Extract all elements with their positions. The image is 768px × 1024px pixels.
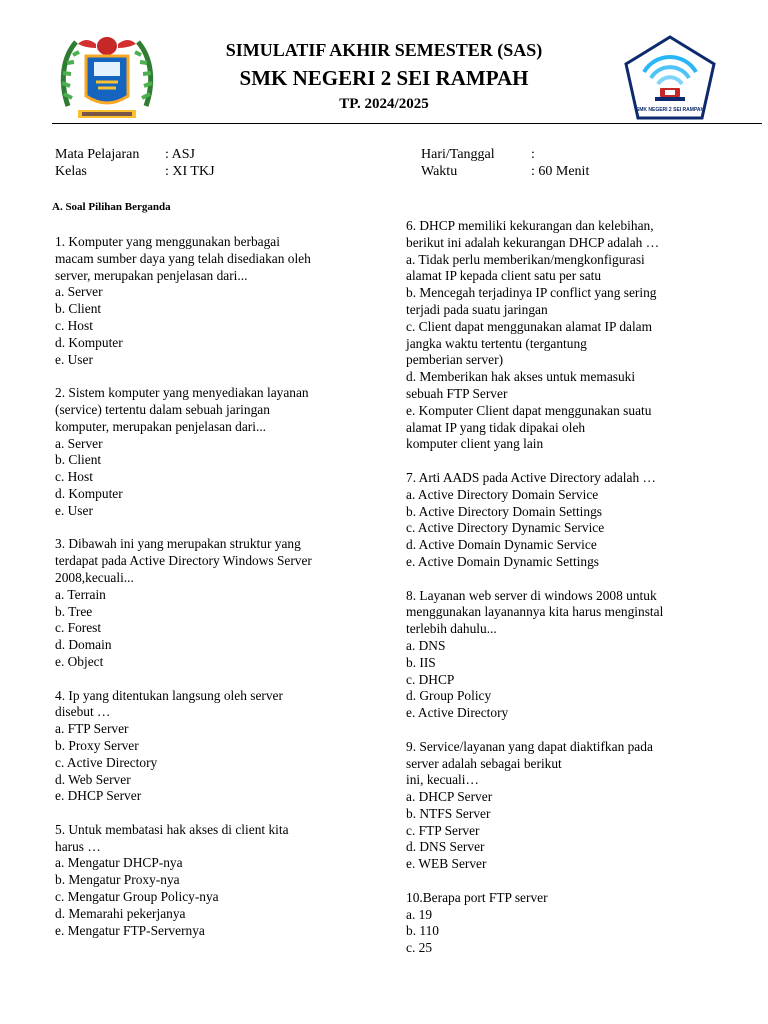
answer-option: a. Terrain: [55, 586, 106, 602]
question-text: server adalah sebagai berikut: [406, 755, 562, 771]
question-text: 9. Service/layanan yang dapat diaktifkan pada: [406, 738, 653, 754]
answer-option: c. 25: [406, 940, 433, 956]
question-block: [55, 688, 365, 806]
question-text: menggunakan layanannya kita harus menginstal: [406, 604, 664, 620]
question-text: 2. Sistem komputer yang menyediakan layanan: [55, 385, 309, 401]
question-text: disebut …: [55, 704, 111, 720]
answer-option: alamat IP kepada client satu per satu: [406, 268, 602, 284]
answer-option: b. Client: [55, 301, 102, 317]
question-text: 4. Ip yang ditentukan langsung oleh server: [55, 687, 283, 703]
question-text: komputer, merupakan penjelasan dari...: [55, 418, 267, 434]
answer-option: c. Mengatur Group Policy-nya: [55, 889, 219, 905]
answer-option: d. DNS Server: [406, 839, 485, 855]
question-block: [406, 739, 716, 873]
question-block: [406, 470, 716, 571]
answer-option: e. Active Domain Dynamic Settings: [406, 553, 600, 569]
question-text: harus …: [55, 838, 101, 854]
academic-year: TP. 2024/2025: [339, 96, 429, 112]
questions-left-column: [55, 234, 365, 956]
answer-option: a. DNS: [406, 637, 446, 653]
question-block: [55, 822, 365, 940]
answer-option: c. Client dapat menggunakan alamat IP dalam: [406, 318, 653, 334]
answer-option: d. Memarahi pekerjanya: [55, 905, 186, 921]
question-text: berikut ini adalah kekurangan DHCP adalah …: [406, 234, 660, 250]
class-label: Kelas: [55, 164, 87, 179]
question-text: terlebih dahulu...: [406, 621, 497, 637]
subject-value: : ASJ: [165, 147, 195, 162]
answer-option: a. Tidak perlu memberikan/mengkonfigurasi: [406, 251, 645, 267]
answer-option: a. Server: [55, 284, 103, 300]
section-title: A. Soal Pilihan Berganda: [52, 201, 171, 213]
answer-option: e. User: [55, 351, 93, 367]
date-value: :: [531, 147, 535, 162]
school-name: SMK NEGERI 2 SEI RAMPAH: [239, 66, 529, 90]
answer-option: pemberian server): [406, 352, 504, 368]
question-text: 7. Arti AADS pada Active Directory adalah …: [406, 469, 656, 485]
question-text: ini, kecuali…: [406, 772, 479, 788]
info-left: [55, 146, 215, 180]
school-logo-caption: SMK NEGERI 2 SEI RAMPAH: [635, 107, 705, 113]
question-block: [406, 890, 716, 957]
answer-option: b. NTFS Server: [406, 805, 491, 821]
answer-option: e. Object: [55, 653, 104, 669]
question-text: 2008,kecuali...: [55, 569, 134, 585]
answer-option: a. Active Directory Domain Service: [406, 486, 599, 502]
answer-option: a. DHCP Server: [406, 789, 493, 805]
answer-option: d. Group Policy: [406, 688, 492, 704]
answer-option: e. User: [55, 502, 93, 518]
answer-option: c. Host: [55, 317, 93, 333]
answer-option: d. Active Domain Dynamic Service: [406, 537, 597, 553]
question-text: (service) tertentu dalam sebuah jaringan: [55, 401, 270, 417]
class-value: : XI TKJ: [165, 164, 215, 179]
question-text: 5. Untuk membatasi hak akses di client kita: [55, 821, 289, 837]
question-block: [406, 588, 716, 722]
answer-option: c. Active Directory: [55, 754, 158, 770]
exam-title: SIMULATIF AKHIR SEMESTER (SAS): [225, 40, 543, 60]
answer-option: d. Domain: [55, 637, 112, 653]
answer-option: jangka waktu tertentu (tergantung: [406, 335, 587, 351]
answer-option: b. Proxy Server: [55, 737, 139, 753]
question-text: macam sumber daya yang telah disediakan oleh: [55, 250, 311, 266]
answer-option: c. FTP Server: [406, 822, 480, 838]
answer-option: a. Server: [55, 435, 103, 451]
question-text: 3. Dibawah ini yang merupakan struktur yang: [55, 536, 301, 552]
duration-label: Waktu: [421, 164, 458, 179]
answer-option: a. Mengatur DHCP-nya: [55, 855, 183, 871]
question-text: 10.Berapa port FTP server: [406, 889, 548, 905]
answer-option: e. Mengatur FTP-Servernya: [55, 922, 205, 938]
answer-option: b. IIS: [406, 654, 436, 670]
question-text: 8. Layanan web server di windows 2008 untuk: [406, 587, 657, 603]
answer-option: d. Memberikan hak akses untuk memasuki: [406, 369, 636, 385]
subject-label: Mata Pelajaran: [55, 147, 140, 162]
answer-option: terjadi pada suatu jaringan: [406, 301, 548, 317]
answer-option: e. WEB Server: [406, 856, 487, 872]
question-block: [55, 536, 365, 670]
answer-option: a. 19: [406, 906, 433, 922]
answer-option: c. Host: [55, 469, 93, 485]
answer-option: b. Mencegah terjadinya IP conflict yang sering: [406, 285, 657, 301]
answer-option: c. Forest: [55, 620, 102, 636]
answer-option: komputer client yang lain: [406, 436, 544, 452]
answer-option: d. Web Server: [55, 771, 131, 787]
answer-option: b. Active Directory Domain Settings: [406, 503, 602, 519]
duration-value: : 60 Menit: [531, 164, 590, 179]
answer-option: e. Active Directory: [406, 705, 509, 721]
answer-option: sebuah FTP Server: [406, 385, 508, 401]
answer-option: d. Komputer: [55, 485, 123, 501]
question-block: [55, 234, 365, 368]
answer-option: a. FTP Server: [55, 721, 129, 737]
answer-option: d. Komputer: [55, 334, 123, 350]
question-text: server, merupakan penjelasan dari...: [55, 267, 248, 283]
question-block: [406, 218, 716, 453]
answer-option: b. 110: [406, 923, 439, 939]
answer-option: b. Mengatur Proxy-nya: [55, 872, 180, 888]
answer-option: alamat IP yang tidak dipakai oleh: [406, 419, 586, 435]
answer-option: c. Active Directory Dynamic Service: [406, 520, 605, 536]
answer-option: b. Tree: [55, 603, 93, 619]
answer-option: c. DHCP: [406, 671, 455, 687]
info-right: [421, 146, 589, 180]
question-text: terdapat pada Active Directory Windows Server: [55, 553, 312, 569]
question-block: [55, 385, 365, 519]
answer-option: e. DHCP Server: [55, 788, 142, 804]
date-label: Hari/Tanggal: [421, 147, 495, 162]
header-divider: [52, 123, 762, 124]
question-text: 1. Komputer yang menggunakan berbagai: [55, 234, 280, 249]
questions-right-column: [406, 218, 716, 974]
answer-option: e. Komputer Client dapat menggunakan suatu: [406, 402, 652, 418]
answer-option: b. Client: [55, 452, 102, 468]
question-text: 6. DHCP memiliki kekurangan dan kelebihan,: [406, 218, 654, 233]
